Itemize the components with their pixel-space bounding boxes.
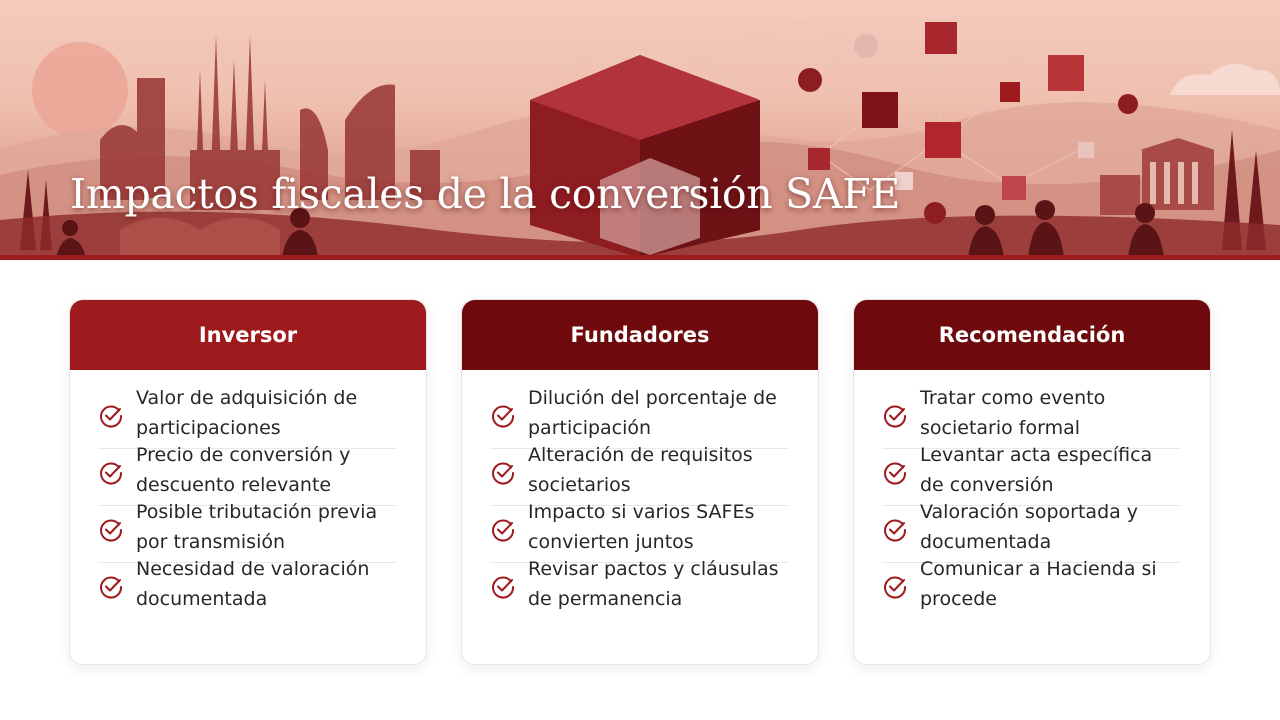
list-item-text: Revisar pactos y cláusulas de permanencia (528, 558, 779, 610)
list-item (98, 554, 396, 620)
banner-divider (0, 255, 1280, 260)
check-circle-icon (882, 403, 908, 429)
list-item-text: Levantar acta específica de conversión (920, 444, 1153, 496)
check-circle-icon (882, 517, 908, 543)
list-item-text: Precio de conversión y descuento relevante (136, 444, 351, 496)
list-item-text: Comunicar a Hacienda si procede (920, 558, 1157, 610)
card-recomendacion (853, 299, 1211, 665)
list-item (490, 554, 788, 620)
list-item-text: Impacto si varios SAFEs convierten juntos (528, 501, 755, 553)
check-circle-icon (98, 460, 124, 486)
list-item-text: Valoración soportada y documentada (920, 501, 1139, 553)
card-heading: Inversor (70, 300, 426, 370)
card-fundadores (461, 299, 819, 665)
header-banner (0, 0, 1280, 258)
list-item (882, 554, 1180, 620)
card-list (854, 370, 1210, 620)
banner-illustration (0, 0, 1280, 258)
check-circle-icon (98, 403, 124, 429)
card-list (70, 370, 426, 620)
page-title: Impactos fiscales de la conversión SAFE (70, 170, 901, 218)
check-circle-icon (882, 574, 908, 600)
card-heading: Recomendación (854, 300, 1210, 370)
card-heading: Fundadores (462, 300, 818, 370)
list-item-text: Posible tributación previa por transmisión (136, 501, 378, 553)
check-circle-icon (882, 460, 908, 486)
list-item-text: Tratar como evento societario formal (920, 387, 1106, 439)
check-circle-icon (490, 460, 516, 486)
list-item-text: Alteración de requisitos societarios (528, 444, 753, 496)
list-item-text: Necesidad de valoración documentada (136, 558, 370, 610)
list-item-text: Valor de adquisición de participaciones (136, 387, 358, 439)
check-circle-icon (490, 517, 516, 543)
list-item-text: Dilución del porcentaje de participación (528, 387, 777, 439)
check-circle-icon (490, 403, 516, 429)
card-list (462, 370, 818, 620)
check-circle-icon (98, 574, 124, 600)
check-circle-icon (490, 574, 516, 600)
check-circle-icon (98, 517, 124, 543)
card-inversor (69, 299, 427, 665)
